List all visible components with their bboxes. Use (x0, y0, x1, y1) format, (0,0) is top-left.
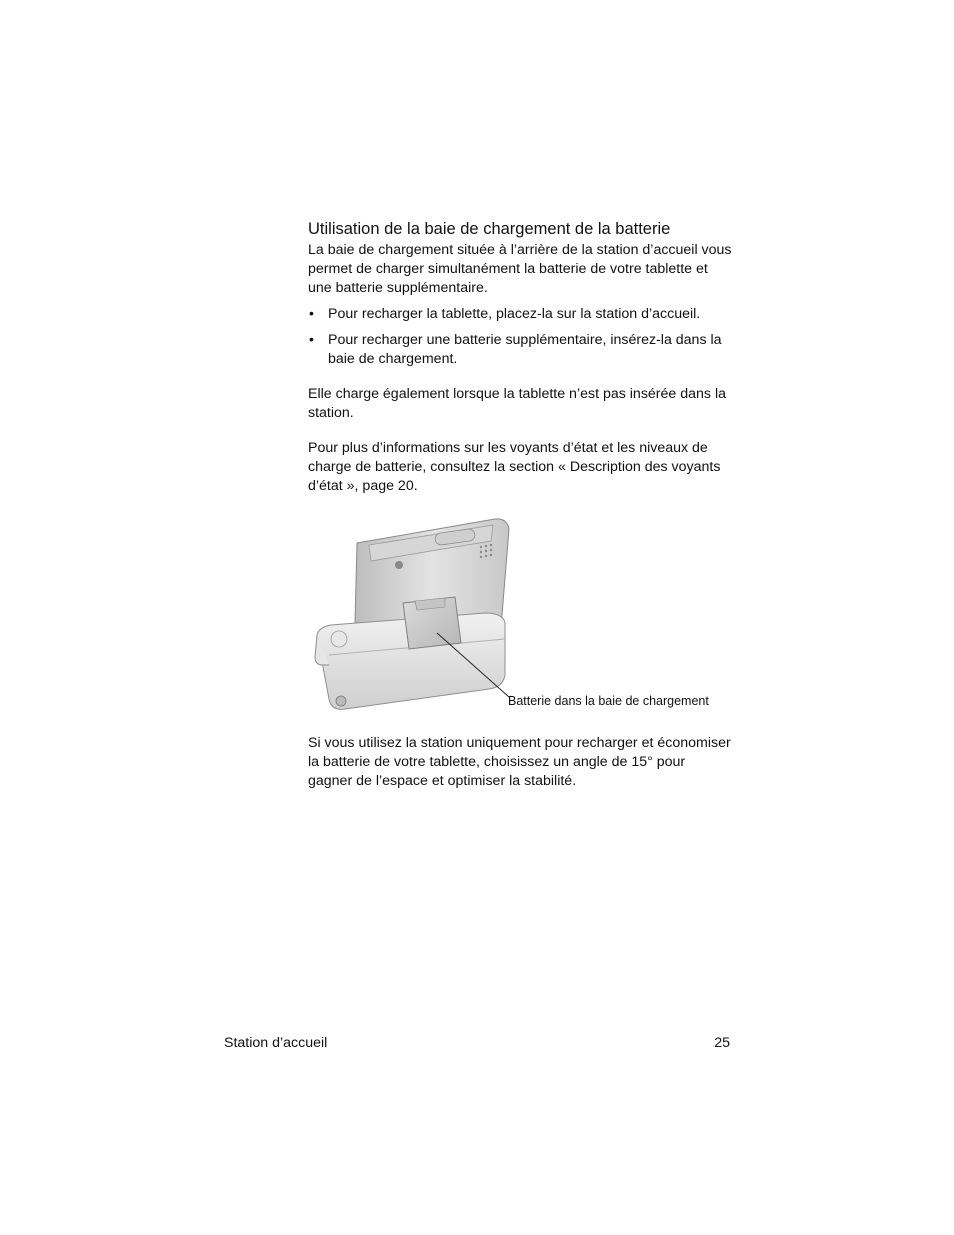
paragraph-angle-tip: Si vous utilisez la station uniquement pour recharger et économiser la batterie de votre tablette, choisissez un angle de 15° pour gagner de l’espace et optimiser la stabilité. (308, 735, 731, 789)
list-item-text: Pour recharger une batterie supplémentaire, insérez-la dans la baie de chargement. (328, 332, 722, 367)
after-figure-text-block (308, 734, 733, 791)
paragraph-charging-without-tablet: Elle charge également lorsque la tablette n’est pas insérée dans la station. (308, 386, 727, 421)
intro-paragraph: La baie de chargement située à l’arrière de la station d’accueil vous permet de charger simultanément la batterie de votre tablette et une batterie supplémentaire. (308, 242, 732, 296)
docking-station-figure (305, 515, 735, 720)
figure-caption: Batterie dans la baie de chargement (508, 694, 709, 708)
footer-chapter-title: Station d’accueil (224, 1035, 328, 1051)
section-heading: Utilisation de la baie de chargement de la batterie (308, 220, 671, 238)
bullet-marker: • (309, 332, 314, 348)
main-text-block (308, 218, 733, 496)
list-item (308, 331, 733, 369)
docking-station-illustration (305, 515, 735, 720)
bullet-list (308, 305, 733, 369)
list-item (308, 305, 733, 324)
footer-page-number: 25 (714, 1035, 730, 1051)
list-item-text: Pour recharger la tablette, placez-la sur la station d’accueil. (328, 306, 701, 322)
bullet-marker: • (309, 306, 314, 322)
paragraph-status-lights-reference: Pour plus d’informations sur les voyants d’état et les niveaux de charge de batterie, consultez la section « Description des voyants d’état », page 20. (308, 440, 721, 494)
